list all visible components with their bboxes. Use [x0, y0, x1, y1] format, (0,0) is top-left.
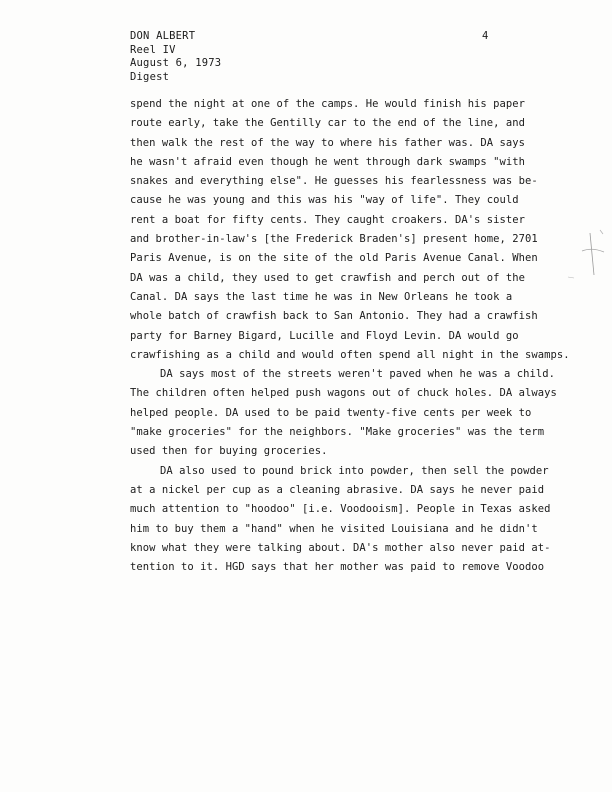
- text-line: spend the night at one of the camps. He would finish his paper: [130, 98, 526, 110]
- text-line: Canal. DA says the last time he was in New Orleans he took a: [130, 290, 513, 303]
- header-name: DON ALBERT: [130, 30, 196, 42]
- text-line: and brother-in-law's [the Frederick Braden's] present home, 2701: [130, 233, 538, 246]
- text-line: used then for buying groceries.: [130, 445, 328, 458]
- text-line: much attention to "hoodoo" [i.e. Voodooism]. People in Texas asked: [130, 503, 551, 516]
- header-reel: Reel IV: [130, 43, 176, 56]
- text-line: snakes and everything else". He guesses his fearlessness was be-: [130, 175, 538, 188]
- text-line: whole batch of crawfish back to San Antonio. They had a crawfish: [130, 310, 538, 323]
- header-date: August 6, 1973: [130, 57, 222, 69]
- text-line: route early, take the Gentilly car to the end of the line, and: [130, 117, 526, 130]
- text-line: he wasn't afraid even though he went through dark swamps "with: [130, 155, 526, 168]
- text-line: tention to it. HGD says that her mother was paid to remove Voodoo: [130, 561, 545, 574]
- text-line: crawfishing as a child and would often spend all night in the swamps.: [130, 348, 570, 361]
- text-line: at a nickel per cup as a cleaning abrasive. DA says he never paid: [130, 483, 545, 496]
- text-line: "make groceries" for the neighbors. "Make groceries" was the term: [130, 426, 545, 439]
- paragraph: [130, 95, 570, 365]
- text-line: cause he was young and this was his "way of life". They could: [130, 194, 519, 207]
- text-line: DA was a child, they used to get crawfish and perch out of the: [130, 271, 526, 284]
- text-line: The children often helped push wagons out of chuck holes. DA always: [130, 387, 557, 400]
- text-line: then walk the rest of the way to where his father was. DA says: [130, 136, 526, 149]
- text-line: DA also used to pound brick into powder, then sell the powder: [160, 464, 549, 477]
- body-text: [130, 95, 570, 577]
- margin-pencil-mark: [560, 225, 610, 285]
- header-type: Digest: [130, 70, 170, 83]
- text-line: him to buy them a "hand" when he visited Louisiana and he didn't: [130, 522, 538, 535]
- page-number: 4: [482, 30, 489, 42]
- text-line: party for Barney Bigard, Lucille and Floyd Levin. DA would go: [130, 329, 519, 342]
- paragraph: [130, 365, 560, 461]
- text-line: know what they were talking about. DA's mother also never paid at-: [130, 541, 551, 554]
- text-line: rent a boat for fifty cents. They caught croakers. DA's sister: [130, 213, 526, 226]
- text-line: DA says most of the streets weren't paved when he was a child.: [160, 368, 556, 381]
- text-line: helped people. DA used to be paid twenty-five cents per week to: [130, 406, 532, 419]
- page-header: [130, 30, 221, 84]
- paragraph: [130, 462, 560, 578]
- text-line: Paris Avenue, is on the site of the old Paris Avenue Canal. When: [130, 252, 538, 265]
